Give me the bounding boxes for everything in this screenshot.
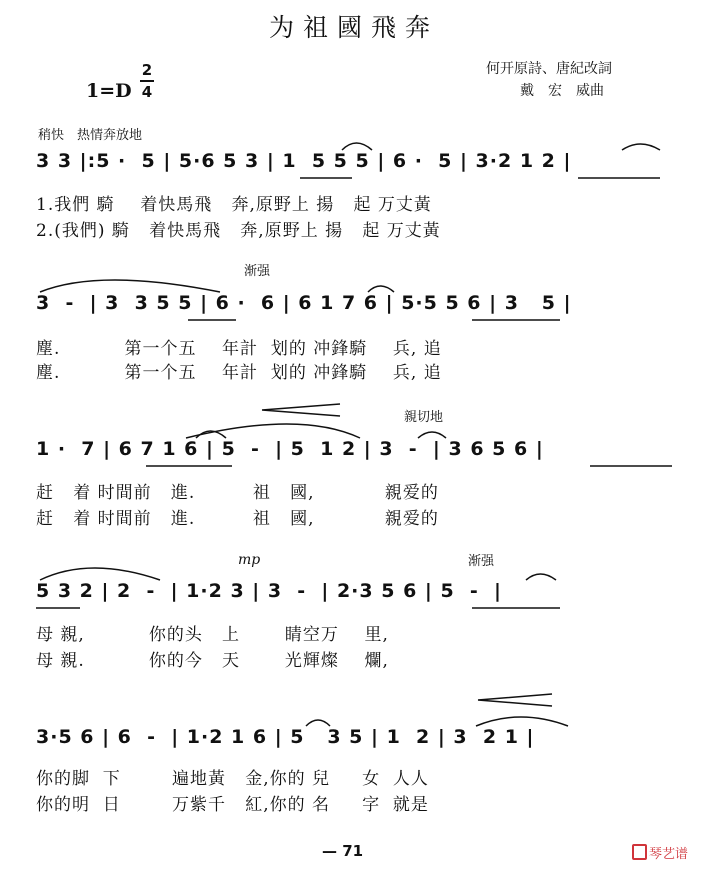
- crescendo-marking-2: 渐强: [468, 554, 495, 569]
- crescendo-marking-1: 渐强: [244, 264, 271, 279]
- song-title: 为祖國飛奔: [268, 13, 439, 42]
- lyrics-verse-2: 2.(我們) 騎 着快馬飛 奔,原野上 揚 起 万丈黃: [36, 221, 441, 241]
- logo-text: 琴艺谱: [649, 847, 689, 862]
- expression-marking: 親切地: [404, 410, 444, 425]
- slur-arc: [40, 280, 220, 292]
- key-signature: 1=D: [86, 80, 132, 102]
- lyrics-verse-1: 母 親, 你的头 上 睛空万 里,: [36, 625, 389, 645]
- page-number: — 71: [322, 842, 364, 860]
- slur-arc: [368, 286, 394, 292]
- notation-line: 1 · 7 | 6 7 1 6 | 5 - | 5 1 2 | 3 - | 3 6 5 6 |: [36, 438, 544, 460]
- logo-icon: [632, 844, 647, 860]
- lyrics-verse-1: 你的脚 下 遍地黃 金,你的 兒 女 人人: [36, 769, 429, 789]
- slur-arc: [526, 574, 556, 580]
- notation-line: 5 3 2 | 2 - | 1·2 3 | 3 - | 2·3 5 6 | 5 - |: [36, 580, 502, 602]
- crescendo-hairpin: [478, 694, 552, 706]
- mp-marking: mp: [238, 552, 261, 568]
- lyrics-verse-2: 赶 着 时間前 進. 祖 國, 親爱的: [36, 509, 439, 529]
- lyrics-verse-2: 你的明 日 万紫千 紅,你的 名 字 就是: [36, 795, 429, 815]
- composer-credit: 戴 宏 威曲: [520, 83, 604, 99]
- lyrics-verse-2: 母 親. 你的今 天 光輝燦 爛,: [36, 651, 389, 671]
- slur-arc: [342, 143, 372, 150]
- time-sig-top: 2: [141, 61, 153, 79]
- notation-line: 3 3 |:5 · 5 | 5·6 5 3 | 1 5 5 5 | 6 · 5 | 3·2 1 2 |: [36, 150, 572, 172]
- site-logo: [632, 843, 688, 862]
- tempo-marking: 稍快 热情奔放地: [38, 128, 143, 143]
- slur-arc: [40, 568, 160, 580]
- slur-arc: [476, 717, 568, 726]
- slur-arc: [306, 720, 330, 726]
- lyrics-verse-1: 塵. 第一个五 年計 划的 冲鋒騎 兵, 追: [36, 339, 442, 359]
- lyrics-verse-1: 1.我們 騎 着快馬飛 奔,原野上 揚 起 万丈黃: [36, 195, 432, 215]
- notation-line: 3 - | 3 3 5 5 | 6 · 6 | 6 1 7 6 | 5·5 5 6 | 3 5 |: [36, 292, 572, 314]
- time-sig-bottom: 4: [141, 83, 153, 101]
- lyrics-verse-1: 赶 着 时間前 進. 祖 國, 親爱的: [36, 483, 439, 503]
- lyricist-credit: 何开原詩、唐紀改詞: [486, 61, 612, 77]
- crescendo-hairpin: [262, 404, 340, 416]
- slur-arc: [622, 144, 660, 150]
- lyrics-verse-2: 塵. 第一个五 年計 划的 冲鋒騎 兵, 追: [36, 363, 442, 383]
- notation-line: 3·5 6 | 6 - | 1·2 1 6 | 5 3 5 | 1 2 | 3 2 1 |: [36, 726, 535, 748]
- slur-arc: [418, 432, 446, 438]
